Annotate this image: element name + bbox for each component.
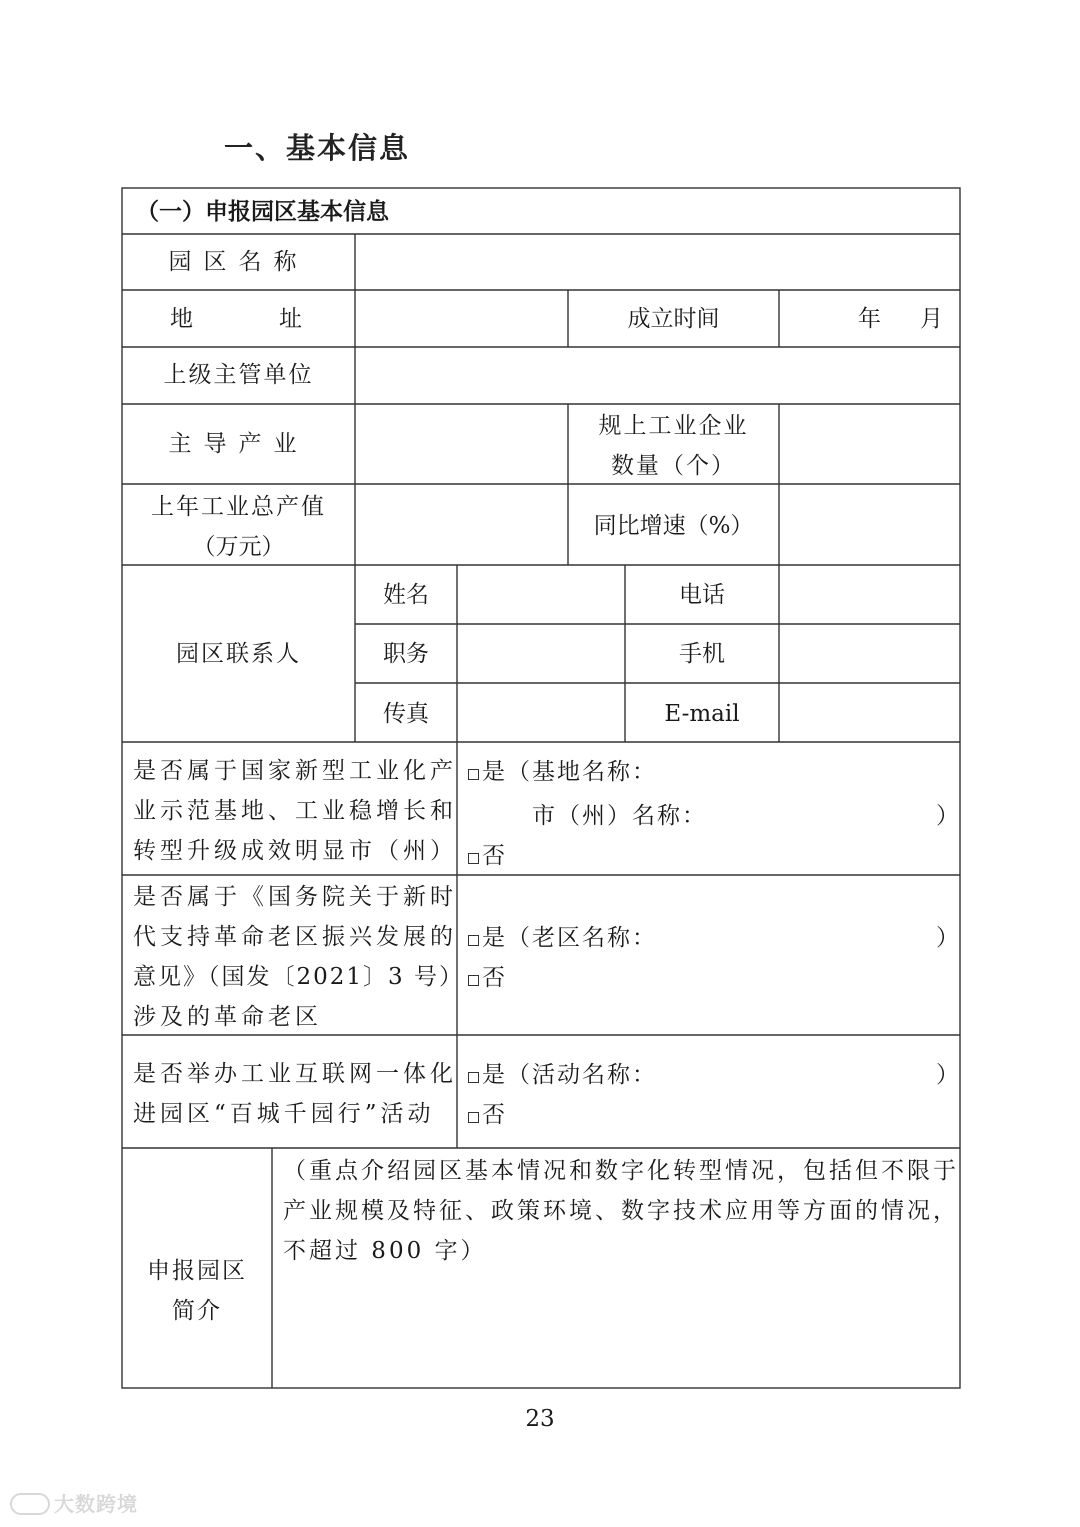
q1-text-line-2: 业示范基地、工业稳增长和	[133, 798, 457, 824]
q1-city-label: 市（州）名称：	[532, 803, 707, 829]
q1-text-line-3: 转型升级成效明显市（州）	[133, 838, 457, 864]
intro-label-1: 申报园区	[147, 1258, 247, 1284]
address-field[interactable]	[356, 291, 567, 346]
contact-position-label: 职务	[383, 641, 429, 667]
q1-close-paren: ）	[936, 803, 959, 829]
contact-name-field[interactable]	[458, 566, 624, 623]
section-title: （一）申报园区基本信息	[136, 199, 389, 225]
q2-no-option[interactable]	[468, 958, 505, 998]
intro-hint-line-1: （重点介绍园区基本情况和数字化转型情况，包括但不限于	[283, 1158, 959, 1184]
watermark-logo-icon	[10, 1493, 50, 1515]
industry-field[interactable]	[356, 405, 567, 483]
founded-year-label: 年	[858, 306, 881, 332]
q1-yes-label: 是（基地名称：	[482, 759, 657, 785]
contact-email-label: E-mail	[664, 701, 740, 727]
page-title: 一、基本信息	[224, 131, 411, 165]
founded-month-label: 月	[920, 306, 943, 332]
q3-no-option[interactable]	[468, 1095, 505, 1135]
contact-fax-label: 传真	[383, 701, 429, 727]
growth-label: 同比增速（%）	[593, 513, 754, 539]
q2-yes-label: 是（老区名称：	[482, 925, 657, 951]
q3-no-label: 否	[482, 1102, 505, 1128]
park-name-label: 园区名称	[168, 249, 309, 275]
q2-text-line-2: 代支持革命老区振兴发展的	[133, 924, 457, 950]
q3-yes-label: 是（活动名称：	[482, 1062, 657, 1088]
contact-position-field[interactable]	[458, 625, 624, 682]
q2-text-line-3: 意见》（国发〔2021〕3 号）	[133, 964, 464, 990]
q3-text-line-2: 进园区“百城千园行”活动	[133, 1101, 435, 1127]
watermark	[10, 1488, 138, 1517]
checkbox-icon[interactable]	[468, 853, 479, 864]
q2-close-paren: ）	[936, 925, 959, 951]
checkbox-icon[interactable]	[468, 975, 479, 986]
q1-no-label: 否	[482, 843, 505, 869]
output-label-2: （万元）	[192, 534, 285, 560]
q1-yes-option[interactable]	[468, 752, 657, 792]
checkbox-icon[interactable]	[468, 935, 479, 946]
enterprise-count-label-1: 规上工业企业	[598, 413, 749, 439]
growth-field[interactable]	[780, 485, 959, 564]
contact-name-label: 姓名	[383, 582, 429, 608]
watermark-text: 大数跨境	[54, 1492, 138, 1516]
q2-text-line-1: 是否属于《国务院关于新时	[133, 884, 457, 910]
q2-yes-option[interactable]	[468, 918, 657, 958]
output-field[interactable]	[356, 485, 567, 564]
authority-field[interactable]	[356, 348, 959, 403]
checkbox-icon[interactable]	[468, 1072, 479, 1083]
q3-close-paren: ）	[936, 1062, 959, 1088]
founded-label: 成立时间	[627, 306, 720, 332]
q2-no-label: 否	[482, 965, 505, 991]
checkbox-icon[interactable]	[468, 769, 479, 780]
park-name-field[interactable]	[356, 235, 959, 289]
page-number: 23	[525, 1406, 555, 1432]
contact-email-field[interactable]	[780, 684, 959, 741]
address-label: 地址	[170, 306, 388, 332]
contact-phone-label: 电话	[679, 582, 725, 608]
contact-group-label: 园区联系人	[176, 641, 301, 667]
intro-text-area[interactable]	[273, 1275, 959, 1387]
q1-no-option[interactable]	[468, 836, 505, 876]
contact-phone-field[interactable]	[780, 566, 959, 623]
contact-mobile-field[interactable]	[780, 625, 959, 682]
intro-hint-line-3: 不超过 800 字）	[283, 1238, 487, 1264]
q3-text-line-1: 是否举办工业互联网一体化	[133, 1061, 457, 1087]
authority-label: 上级主管单位	[163, 362, 314, 388]
intro-label-2: 简介	[172, 1298, 222, 1324]
q2-text-line-4: 涉及的革命老区	[133, 1004, 322, 1030]
q1-text-line-1: 是否属于国家新型工业化产	[133, 758, 457, 784]
output-label-1: 上年工业总产值	[151, 494, 326, 520]
enterprise-count-label-2: 数量（个）	[611, 453, 736, 479]
contact-mobile-label: 手机	[679, 641, 725, 667]
industry-label: 主导产业	[168, 431, 309, 457]
intro-hint-line-2: 产业规模及特征、政策环境、数字技术应用等方面的情况，	[283, 1198, 959, 1224]
checkbox-icon[interactable]	[468, 1112, 479, 1123]
q3-yes-option[interactable]	[468, 1055, 657, 1095]
contact-fax-field[interactable]	[458, 684, 624, 741]
enterprise-count-field[interactable]	[780, 405, 959, 483]
